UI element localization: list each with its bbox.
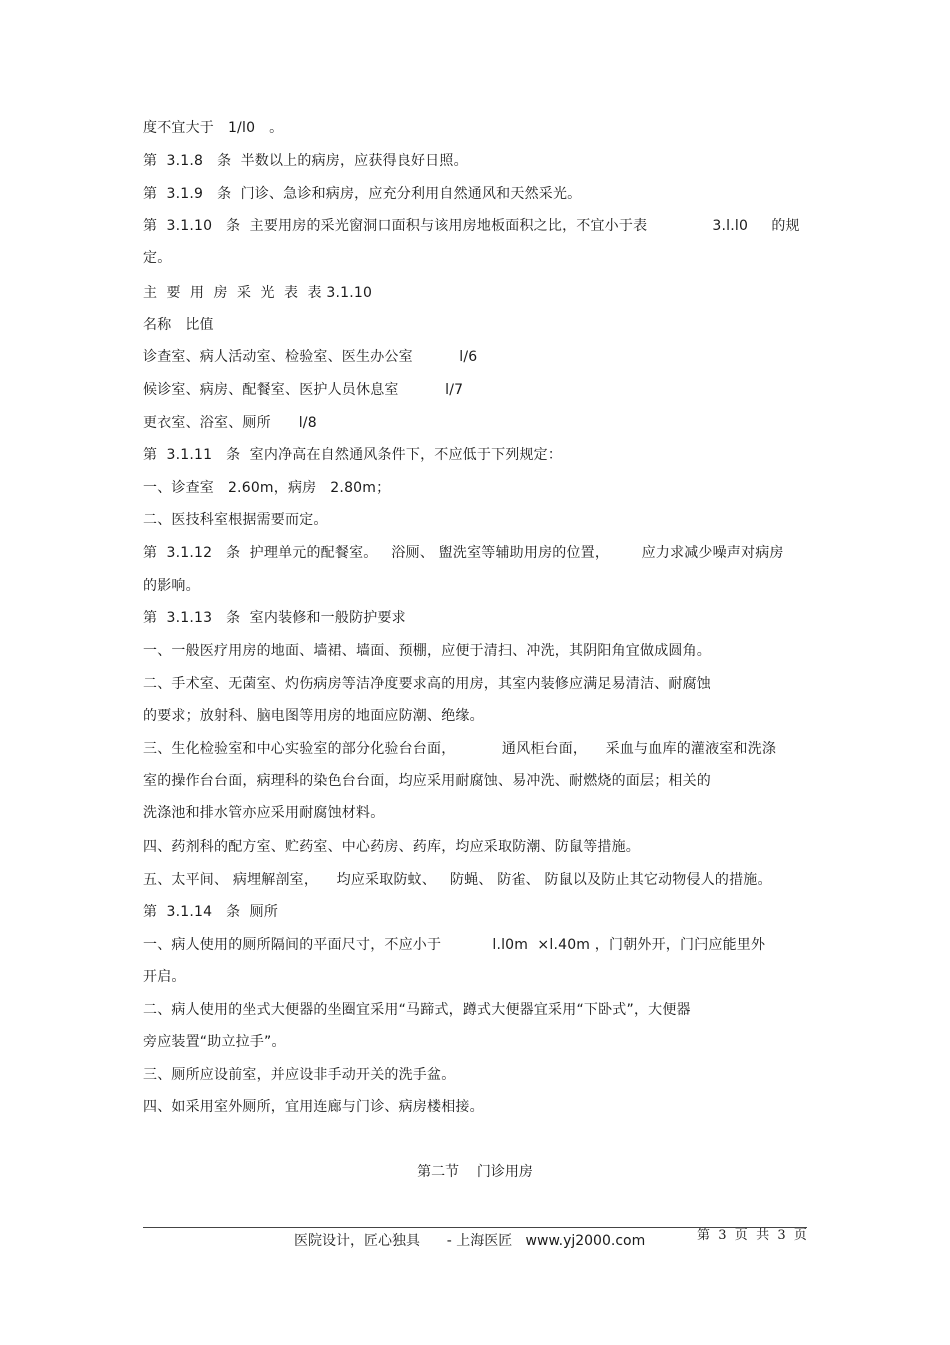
table-header: 名称 比值: [143, 317, 214, 333]
text-line: 的影响。: [143, 578, 200, 594]
text-line: 第 3.1.11 条 室内净高在自然通风条件下，不应低于下列规定：: [143, 447, 563, 463]
text-line: 第 3.1.13 条 室内装修和一般防护要求: [143, 610, 406, 626]
text-line: 四、如采用室外厕所，宜用连廊与门诊、病房楼相接。: [143, 1099, 484, 1115]
text-line: 二、病人使用的坐式大便器的坐圈宜采用“马蹄式，蹲式大便器宜采用“下卧式”，大便器: [143, 1002, 691, 1018]
text-line: 开启。: [143, 969, 186, 985]
text-line: 定。: [143, 250, 172, 266]
text-line: 四、药剂科的配方室、贮药室、中心药房、药库，均应采取防潮、防鼠等措施。: [143, 839, 640, 855]
table-caption: 主 要 用 房 采 光 表 表 3.1.10: [143, 285, 373, 301]
text-line: 室的操作台台面，病理科的染色台台面，均应采用耐腐蚀、易冲洗、耐燃烧的面层；相关的: [143, 773, 711, 789]
text-line: 第 3.1.10 条 主要用房的采光窗洞口面积与该用房地板面积之比，不宜小于表 3.l.l0 的规: [143, 218, 800, 234]
text-line: 三、厕所应设前室，并应设非手动开关的洗手盆。: [143, 1067, 456, 1083]
text-line: 二、医技科室根据需要而定。: [143, 512, 328, 528]
text-line: 一、病人使用的厕所隔间的平面尺寸，不应小于 l.l0m ×l.40m ，门朝外开，门闩应能里外: [143, 937, 766, 953]
page-number: 第 3 页 共 3 页: [697, 1228, 807, 1243]
text-line: 度不宜大于 1/l0 。: [143, 120, 284, 136]
text-line: 第 3.1.9 条 门诊、急诊和病房，应充分利用自然通风和天然采光。: [143, 186, 582, 202]
text-line: 一、诊查室 2.60m，病房 2.80m；: [143, 480, 391, 496]
table-row: 诊查室、病人活动室、检验室、医生办公室 l/6: [143, 349, 478, 365]
text-line: 三、生化检验室和中心实验室的部分化验台台面， 通风柜台面， 采血与血库的灌液室和洗涤: [143, 741, 777, 757]
text-line: 第 3.1.12 条 护理单元的配餐室。 浴厕、 盥洗室等辅助用房的位置， 应力求减少噪声对病房: [143, 545, 784, 561]
text-line: 五、太平间、 病埋解剖室， 均应采取防蚊、 防蝇、 防雀、 防鼠以及防止其它动物侵人的措施。: [143, 872, 772, 888]
text-line: 一、一般医疗用房的地面、墙裙、墙面、预棚，应便于清扫、冲洗，其阴阳角宜做成圆角。: [143, 643, 711, 659]
section-title: 第二节 门诊用房: [417, 1164, 533, 1180]
text-line: 旁应装置“助立拉手”。: [143, 1034, 286, 1050]
text-line: 第 3.1.8 条 半数以上的病房，应获得良好日照。: [143, 153, 468, 169]
text-line: 洗涤池和排水管亦应采用耐腐蚀材料。: [143, 805, 385, 821]
text-line: 的要求；放射科、脑电图等用房的地面应防潮、绝缘。: [143, 708, 484, 724]
table-row: 候诊室、病房、配餐室、医护人员休息室 l/7: [143, 382, 464, 398]
text-line: 第 3.1.14 条 厕所: [143, 904, 279, 920]
text-line: 二、手术室、无菌室、灼伤病房等洁净度要求高的用房，其室内装修应满足易清洁、耐腐蚀: [143, 676, 711, 692]
footer-text: 医院设计，匠心独具 - 上海医匠 www.yj2000.com: [294, 1233, 646, 1249]
table-row: 更衣室、浴室、厕所 l/8: [143, 415, 317, 431]
